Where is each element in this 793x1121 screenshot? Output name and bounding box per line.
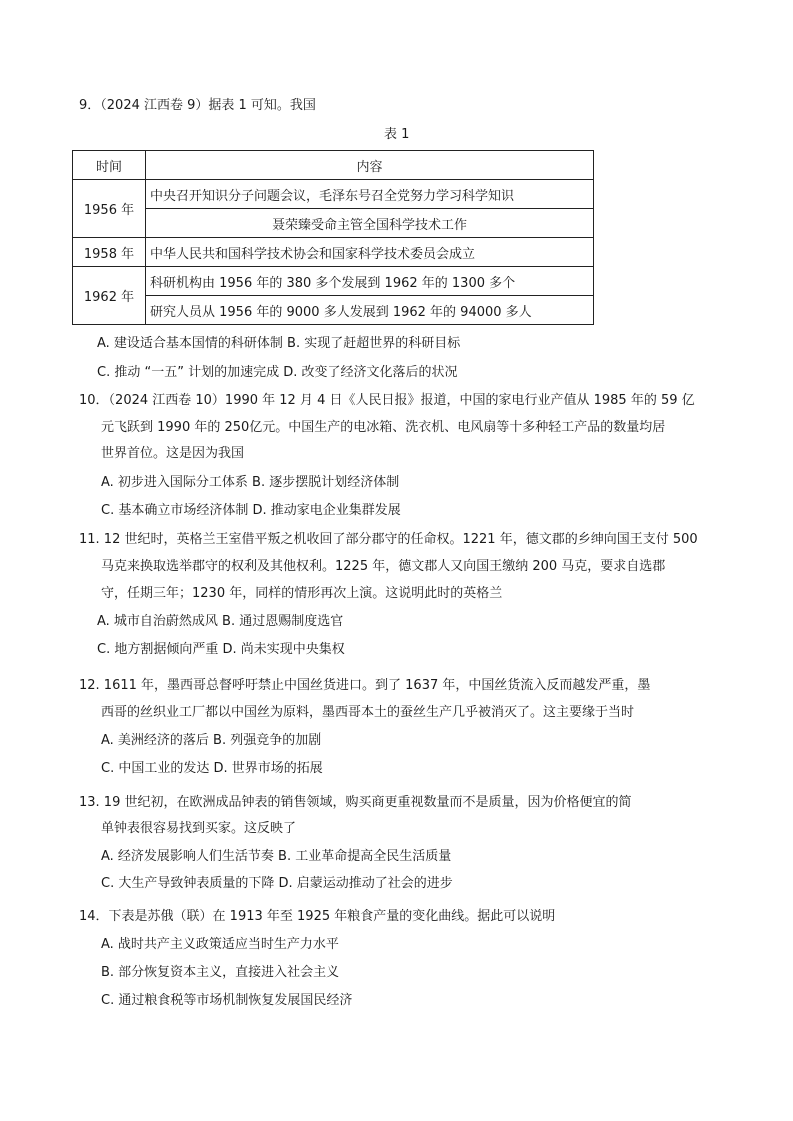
q13-options-cd: C. 大生产导致钟表质量的下降 D. 启蒙运动推动了社会的进步 <box>101 876 453 891</box>
table-row <box>73 180 594 209</box>
q12-options-ab: A. 美洲经济的落后 B. 列强竞争的加剧 <box>101 733 322 748</box>
table-header-content: 内容 <box>146 151 594 180</box>
q12-stem-line1: 12. 1611 年，墨西哥总督呼吁禁止中国丝货进口。到了 1637 年，中国丝货流入反而越发严重，墨 <box>79 678 651 693</box>
q9-stem: 9．（2024 江西卷 9）据表 1 可知。我国 <box>79 98 316 113</box>
table-row <box>73 296 594 325</box>
q13-stem-line2: 单钟表很容易找到买家。这反映了 <box>101 821 297 836</box>
q10-options-ab: A. 初步进入国际分工体系 B. 逐步摆脱计划经济体制 <box>101 475 400 490</box>
table-row <box>73 267 594 296</box>
table-cell: 中华人民共和国科学技术协会和国家科学技术委员会成立 <box>146 238 594 267</box>
q13-stem-line1: 13. 19 世纪初，在欧洲成品钟表的销售领域，购买商更重视数量而不是质量，因为价格便宜的简 <box>79 795 632 810</box>
q11-stem-line3: 守，任期三年；1230 年，同样的情形再次上演。这说明此时的英格兰 <box>101 586 503 601</box>
q13-options-ab: A. 经济发展影响人们生活节奏 B. 工业革命提高全民生活质量 <box>101 849 452 864</box>
table-cell: 中央召开知识分子问题会议，毛泽东号召全党努力学习科学知识 <box>146 180 594 209</box>
q10-options-cd: C. 基本确立市场经济体制 D. 推动家电企业集群发展 <box>101 503 401 518</box>
q14-option-c: C. 通过粮食税等市场机制恢复发展国民经济 <box>101 993 353 1008</box>
table-year-1962: 1962 年 <box>73 267 146 325</box>
q10-stem-line2: 元飞跃到 1990 年的 250亿元。中国生产的电冰箱、洗衣机、电风扇等十多种轻工产品的数量均居 <box>101 420 666 435</box>
table-year-1956: 1956 年 <box>73 180 146 238</box>
q14-option-b: B. 部分恢复资本主义，直接进入社会主义 <box>101 965 340 980</box>
table-cell: 科研机构由 1956 年的 380 多个发展到 1962 年的 1300 多个 <box>146 267 594 296</box>
q9-options-cd: C. 推动 “一五” 计划的加速完成 D. 改变了经济文化落后的状况 <box>97 365 458 380</box>
q9-options-ab: A. 建设适合基本国情的科研体制 B. 实现了赶超世界的科研目标 <box>97 336 461 351</box>
table-row <box>73 209 594 238</box>
table-year-1958: 1958 年 <box>73 238 146 267</box>
q11-options-ab: A. 城市自治蔚然成风 B. 通过恩赐制度选官 <box>97 614 344 629</box>
q10-stem-line3: 世界首位。这是因为我国 <box>101 446 245 461</box>
q10-stem-line1: 10．（2024 江西卷 10）1990 年 12 月 4 日《人民日报》报道，中国的家电行业产值从 1985 年的 59 亿 <box>79 393 695 408</box>
q11-options-cd: C. 地方割据倾向严重 D. 尚未实现中央集权 <box>97 642 345 657</box>
table-cell: 聂荣臻受命主管全国科学技术工作 <box>146 209 594 238</box>
q14-stem: 14．下表是苏俄（联）在 1913 年至 1925 年粮食产量的变化曲线。据此可以说明 <box>79 909 556 924</box>
q12-stem-line2: 西哥的丝织业工厂都以中国丝为原料，墨西哥本土的蚕丝生产几乎被消灭了。这主要缘于当时 <box>101 705 635 720</box>
table-caption: 表 1 <box>384 127 410 142</box>
table-header-row <box>73 151 594 180</box>
table-header-time: 时间 <box>73 151 146 180</box>
table-1 <box>72 150 594 325</box>
q11-stem-line2: 马克来换取选举郡守的权利及其他权利。1225 年，德文郡人又向国王缴纳 200 马克，要求自选郡 <box>101 559 666 574</box>
table-row <box>73 238 594 267</box>
q12-options-cd: C. 中国工业的发达 D. 世界市场的拓展 <box>101 761 323 776</box>
q14-option-a: A. 战时共产主义政策适应当时生产力水平 <box>101 937 339 952</box>
q11-stem-line1: 11. 12 世纪时，英格兰王室借平叛之机收回了部分郡守的任命权。1221 年，德文郡的乡绅向国王支付 500 <box>79 532 698 547</box>
table-cell: 研究人员从 1956 年的 9000 多人发展到 1962 年的 94000 多人 <box>146 296 594 325</box>
